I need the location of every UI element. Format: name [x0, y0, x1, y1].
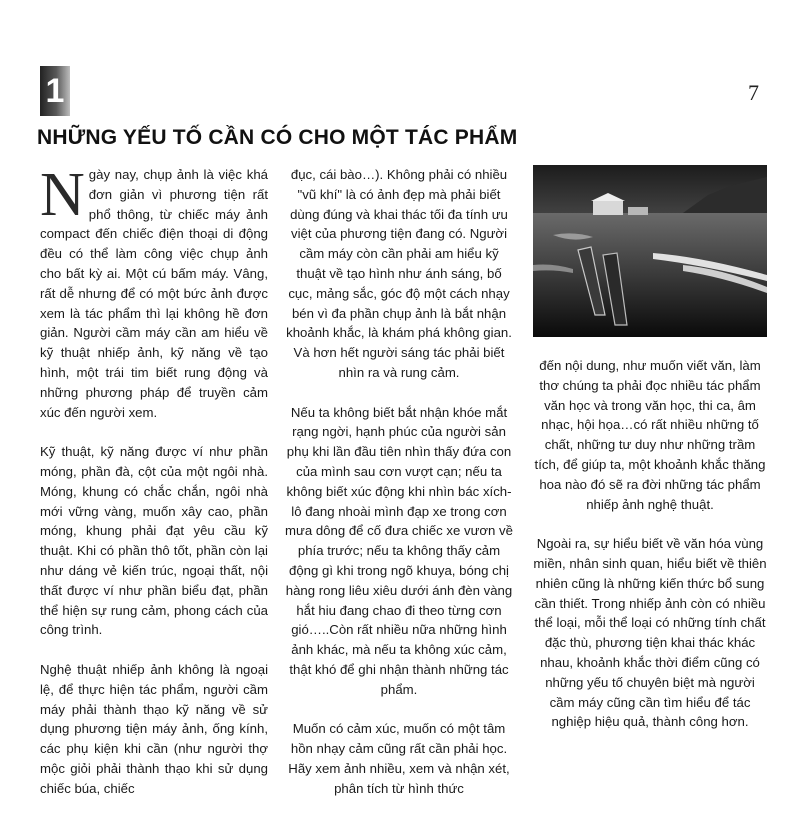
chapter-number: 1: [45, 72, 65, 110]
paragraph: Kỹ thuật, kỹ năng được ví như phần móng, phần đà, cột của một ngôi nhà. Móng, khung có chắc chắn, ngôi nhà mới vững vàng, muốn xây cao, phần móng, khung phải đạt yêu cầu kỹ thuật. Khi có phần thô tốt, phần còn lại như dáng vẻ kiến trúc, ngoại thất, nội thất được ví như phần biểu đạt, phần thể hiện sự rung cảm, phong cách của công trình.: [40, 444, 268, 638]
boats-photo: [533, 165, 767, 337]
paragraph: Nghệ thuật nhiếp ảnh không là ngoại lệ, để thực hiện tác phẩm, người cầm máy phải thành thạo kỹ năng về sử dụng phương tiện máy ảnh, ống kính, các phụ kiện khi cần (như người thợ mộc giỏi phải thành thạo khi sử dụng chiếc búa, chiếc: [40, 661, 268, 796]
boats-photo-image: [533, 165, 767, 337]
page-title: NHỮNG YẾU TỐ CẦN CÓ CHO MỘT TÁC PHẨM: [37, 126, 518, 149]
paragraph: [40, 161, 268, 422]
text-column-2: [285, 165, 513, 818]
paragraph: đục, cái bào…). Không phải có nhiều "vũ khí" là có ảnh đẹp mà phải biết dùng đúng và khai thác tối đa tính ưu việt của phương tiện đang có. Người cầm máy còn cần phải am hiểu kỹ thuật về tạo hình như ánh sáng, bố cục, mảng sắc, góc độ một cách nhạy bén vì đa phần chụp ảnh là bắt nhận khoảnh khắc, là khám phá không gian. Và hơn hết người sáng tác phải biết nhìn ra và rung cảm.: [286, 167, 512, 380]
paragraph: Muốn có cảm xúc, muốn có một tâm hồn nhạy cảm cũng rất cần phải học. Hãy xem ảnh nhiều, xem và nhận xét, phân tích từ hình thức: [288, 721, 510, 796]
drop-cap: N: [40, 161, 85, 229]
paragraph: đến nội dung, như muốn viết văn, làm thơ chúng ta phải đọc nhiều tác phẩm văn học và trong văn học, thi ca, âm nhạc, hội họa…có rất nhiều những tố chất, những tư duy như những trầm tích, để giúp ta, một khoảnh khắc thăng hoa nào đó sẽ ra đời những tác phẩm nhiếp ảnh nghệ thuật.: [534, 358, 766, 512]
paragraph: Nếu ta không biết bắt nhận khóe mắt rạng ngời, hạnh phúc của người sản phụ khi lần đầu tiên nhìn thấy đứa con của mình sau cơn vượt cạn; nếu ta không biết xúc động khi nhìn bác xích-lô đang nhoài mình đạp xe trong cơn mưa dông để cố đưa chiếc xe vươn về phía trước; nếu ta không thấy cảm động gì khi trong ngõ khuya, bóng chị hàng rong liêu xiêu dưới ánh đèn vàng hắt hiu đang chao đi theo từng cơn gió…..Còn rất nhiều nữa những hình ảnh khác, mà nếu ta không xúc cảm, thật khó để ghi nhận thành những tác phẩm.: [285, 404, 513, 697]
paragraph: Ngoài ra, sự hiểu biết về văn hóa vùng miền, nhân sinh quan, hiểu biết về thiên nhiên cũng là những kiến thức bổ sung cần thiết. Trong nhiếp ảnh còn có nhiều thể loại, mỗi thể loại có những tính chất đặc thù, phương tiện khai thác khác nhau, khoảnh khắc thời điểm cũng có những yếu tố chuyên biệt mà người cầm máy cũng cần tìm hiểu để tác nghiệp hiệu quả, thành công hơn.: [533, 536, 767, 730]
page-number: 7: [748, 80, 759, 105]
text-column-3: [533, 356, 767, 752]
text-column-1: [40, 161, 268, 818]
paragraph-text: gày nay, chụp ảnh là việc khá đơn giản vì phương tiện rất phổ thông, từ chiếc máy ảnh compact đến chiếc điện thoại di động đều có thể làm công việc chụp ảnh cho bất kỳ ai. Một cú bấm máy. Vâng, rất dễ nhưng để có một bức ảnh được xem là tác phẩm thì lại không hề đơn giản. Người cầm máy cần am hiểu về kỹ thuật nhiếp ảnh, kỹ năng về tạo hình, một trái tim biết rung động và những phương pháp để truyền cảm xúc đến người xem.: [40, 167, 268, 420]
